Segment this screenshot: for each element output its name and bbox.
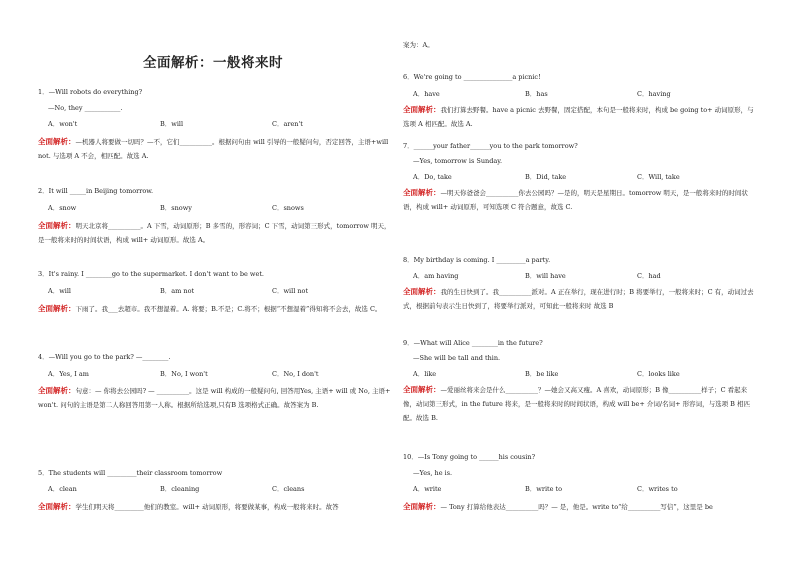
question-5-continued: 案为：A。 [403, 41, 434, 49]
question-2-option-b: B．snowy [160, 204, 192, 212]
question-4-stem: 4．—Will you go to the park? —________. [38, 353, 171, 361]
analysis-label: 全面解析： [403, 287, 441, 296]
analysis-label: 全面解析： [38, 221, 76, 230]
question-10-option-c: C．writes to [637, 485, 678, 493]
question-10-option-a: A．write [413, 485, 442, 493]
question-3-option-a: A．will [48, 287, 71, 295]
question-9-stem: 9．—What will Alice ________in the future? [403, 339, 543, 347]
question-2-option-a: A．snow [48, 204, 77, 212]
question-5-option-a: A．clean [48, 485, 77, 493]
question-10-analysis [403, 500, 759, 514]
question-9-option-c: C．looks like [637, 370, 680, 378]
question-8-analysis [403, 285, 759, 313]
question-5-option-c: C．cleans [272, 485, 305, 493]
analysis-text: 句意：— 你将去公园吗? — __________。这是 will 构成的一般疑问句, 回答用Yes, 主语+ will 或 No, 主语+won't. 问句的主语是第二人称回答用第一人称。根据所给选项,只有B 选项格式正确。故答案为 B. [38, 387, 391, 409]
analysis-text: — Tony 打算给他表达__________吗？— 是，他是。write to“给__________写信”，这里是 be [440, 503, 713, 511]
question-7-stem: 7．______your father______you to the park tomorrow? [403, 142, 578, 150]
question-3-option-c: C．will not [272, 287, 309, 295]
question-8-option-a: A．am having [413, 272, 459, 280]
question-4-analysis [38, 384, 394, 412]
question-2-stem: 2．It will _____in Beijing tomorrow. [38, 187, 154, 195]
analysis-text: —爱丽丝将来会是什么__________？—她会又高又瘦。A 喜欢，动词原形；B 像__________样子；C 看起来像，动词第三形式，in the future 将来，是一般将来时的时间状语，构成 will be+ 介词/名词+ 形容词，与选项 B 相匹配。故选 B. [403, 386, 751, 422]
question-4-option-a: A．Yes, I am [48, 370, 89, 378]
question-1-analysis [38, 135, 394, 163]
question-5-analysis [38, 500, 394, 514]
analysis-label: 全面解析： [403, 105, 441, 114]
question-3-stem: 3．It's rainy. I ________go to the supermarket. I don't want to be wet. [38, 270, 264, 278]
question-10-option-b: B．write to [525, 485, 563, 493]
analysis-label: 全面解析： [403, 385, 441, 394]
question-6-option-b: B．has [525, 90, 548, 98]
question-1-reply: —No, they ___________. [48, 104, 123, 112]
question-8-stem: 8．My birthday is coming. I _________a party. [403, 256, 551, 264]
question-9-option-a: A．like [413, 370, 437, 378]
analysis-label: 全面解析： [38, 386, 76, 395]
question-8-option-c: C．had [637, 272, 661, 280]
question-9-option-b: B．be like [525, 370, 559, 378]
page-title: 全面解析：一般将来时 [143, 55, 283, 71]
analysis-text: 我的生日快到了。我__________派对。A 正在举行，现在进行时；B 将要举行，一般将来时；C 有，动词过去式，根据前句表示生日快到了，将要举行派对，可知此一般将来时 故选 B [403, 288, 754, 310]
question-2-option-c: C．snows [272, 204, 304, 212]
question-4-option-c: C．No, I don't [272, 370, 319, 378]
question-2-analysis [38, 219, 394, 247]
question-6-option-a: A．have [413, 90, 440, 98]
question-7-analysis [403, 186, 759, 214]
analysis-text: 学生们明天将_________他们的教室。will+ 动词原形，将要做某事，构成一般将来时。故答 [75, 503, 339, 511]
question-6-analysis [403, 103, 759, 131]
analysis-text: 明天北京将__________。A 下雪，动词原形；B 多雪的，形容词；C 下雪，动词第三形式，tomorrow 明天，是一般将来时的时间状语，构成 will+ 动词原形。故选 A。 [38, 222, 391, 244]
question-7-option-a: A．Do, take [413, 173, 452, 181]
question-5-stem: 5．The students will _________their classroom tomorrow [38, 469, 223, 477]
question-9-analysis [403, 383, 759, 425]
question-1-stem: 1．—Will robots do everything? [38, 88, 143, 96]
analysis-label: 全面解析： [403, 188, 441, 197]
question-6-stem: 6．We're going to _______________a picnic! [403, 73, 541, 81]
question-5-option-b: B．cleaning [160, 485, 200, 493]
analysis-label: 全面解析： [403, 502, 441, 511]
analysis-label: 全面解析： [38, 137, 76, 146]
question-1-option-a: A．won't [48, 120, 78, 128]
question-3-option-b: B．am not [160, 287, 195, 295]
analysis-label: 全面解析： [38, 304, 76, 313]
question-6-option-c: C．having [637, 90, 671, 98]
question-10-reply: —Yes, he is. [413, 469, 453, 477]
question-8-option-b: B．will have [525, 272, 566, 280]
analysis-text: —明天你爸爸会__________你去公园吗？—是的，明天是星期日。tomorrow 明天，是一般将来时的时间状语，构成 will+ 动词原形，可知选项 C 符合题意，故选 C. [403, 189, 748, 211]
question-7-option-b: B．Did, take [525, 173, 567, 181]
analysis-label: 全面解析： [38, 502, 76, 511]
question-10-stem: 10．—Is Tony going to ______his cousin? [403, 453, 536, 461]
analysis-text: —机器人将要做一切吗？—不，它们__________。根据问句由 will 引导的一般疑问句，否定回答，主语+will not. 与选项 A 不会，相匹配。故选 A. [38, 138, 389, 160]
question-4-option-b: B．No, I won't [160, 370, 208, 378]
analysis-text: 下雨了。我___去超市。我不想湿着。A. 将要；B.不是；C.将不；根据“不想湿着”得知将不会去，故选 C。 [75, 305, 382, 313]
question-1-option-b: B．will [160, 120, 184, 128]
analysis-text: 我们打算去野餐。have a picnic 去野餐，固定搭配，本句是一般将来时，构成 be going to+ 动词原形，与选项 A 相匹配。故选 A. [403, 106, 754, 128]
question-7-reply: —Yes, tomorrow is Sunday. [413, 157, 503, 165]
question-1-option-c: C．aren't [272, 120, 303, 128]
question-7-option-c: C．Will, take [637, 173, 680, 181]
question-9-reply: —She will be tall and thin. [413, 354, 501, 362]
question-3-analysis [38, 302, 394, 316]
